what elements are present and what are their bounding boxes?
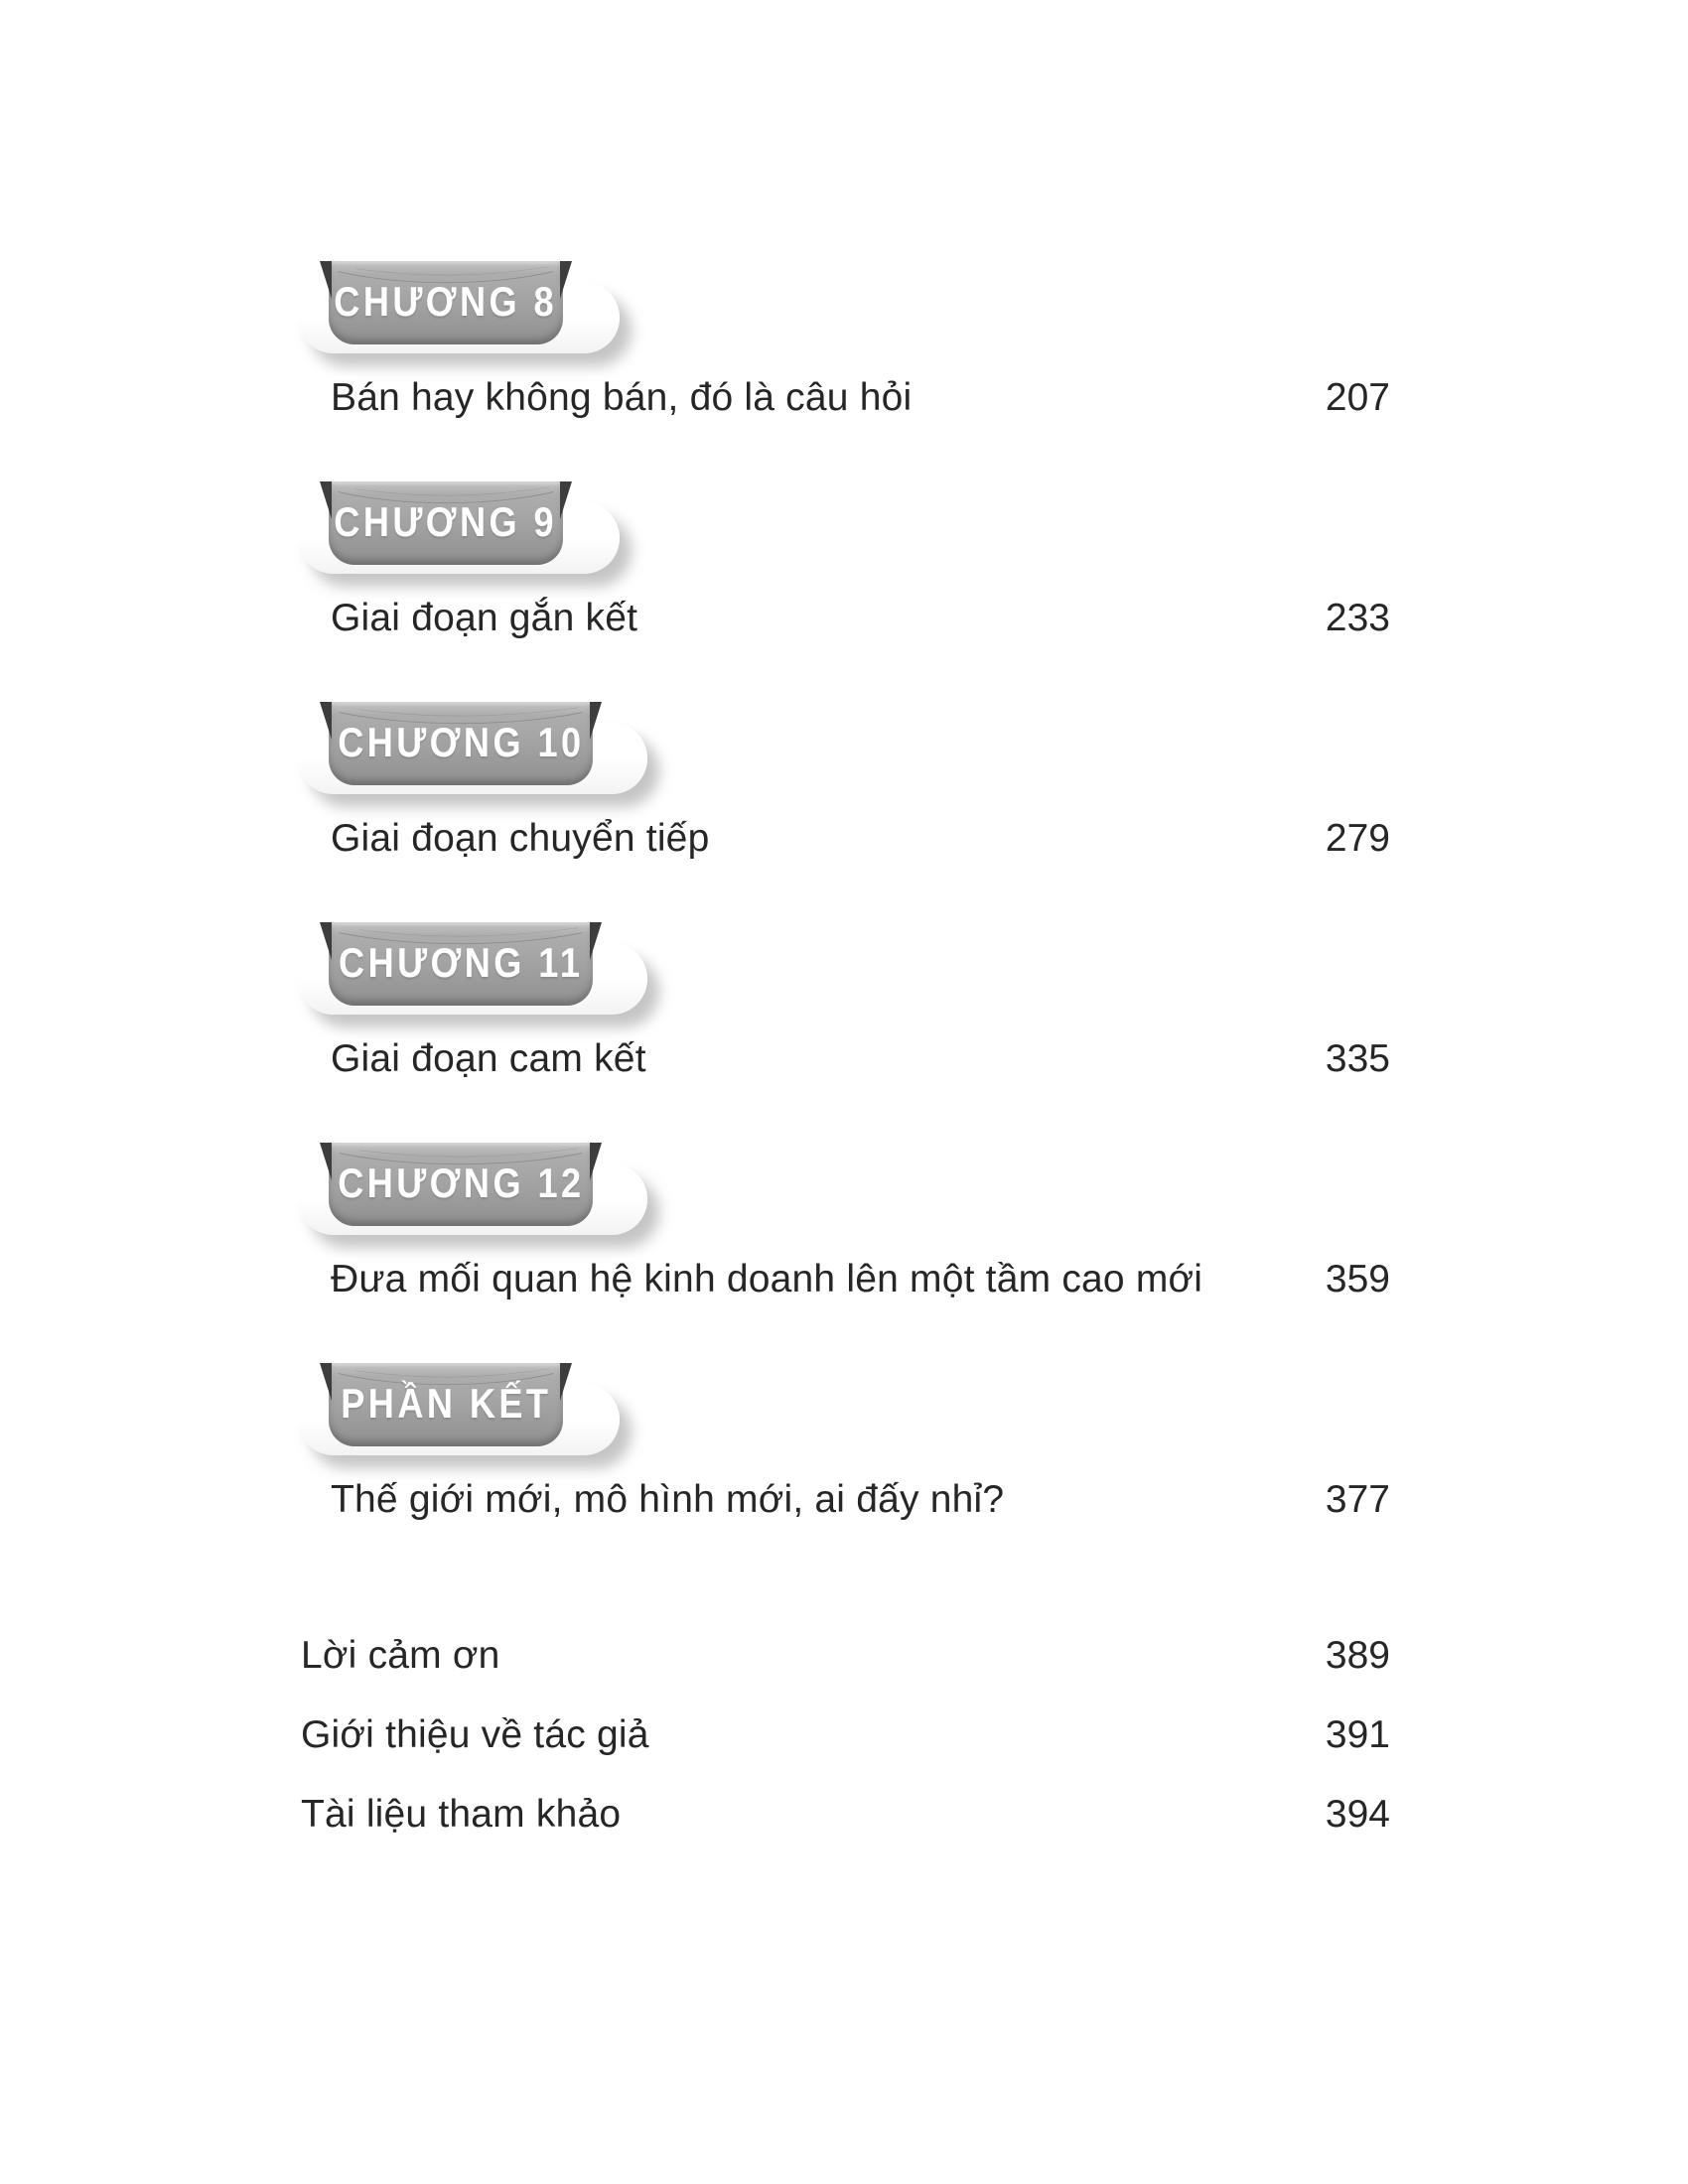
toc-entry — [331, 1477, 1390, 1524]
chapter-badge-label: PHẦN KẾT — [340, 1380, 552, 1427]
chapter-ribbon — [329, 481, 563, 565]
chapter-badge — [298, 481, 715, 591]
chapter-badge — [298, 702, 715, 811]
toc-entry-title: Bán hay không bán, đó là câu hỏi — [331, 376, 913, 419]
chapter-badge-label: CHƯƠNG 8 — [334, 278, 558, 325]
toc-entry-title: Lời cảm ơn — [301, 1634, 500, 1677]
toc-entry — [301, 1712, 1390, 1759]
toc-entry-page-number: 391 — [1325, 1713, 1390, 1756]
toc-entry — [331, 816, 1390, 863]
chapter-badge — [298, 261, 715, 370]
chapter-badge — [298, 1143, 715, 1252]
toc-entry — [331, 1036, 1390, 1083]
chapter-ribbon — [329, 1143, 593, 1226]
toc-entry — [331, 596, 1390, 642]
toc-entry-page-number: 233 — [1325, 597, 1390, 639]
toc-entry-title: Thế giới mới, mô hình mới, ai đấy nhỉ? — [331, 1478, 1005, 1521]
toc-entry-title: Đưa mối quan hệ kinh doanh lên một tầm cao mới — [331, 1258, 1203, 1300]
chapter-badge-label: CHƯƠNG 12 — [337, 1160, 585, 1206]
toc-entry-page-number: 377 — [1325, 1478, 1390, 1521]
chapter-ribbon — [329, 922, 593, 1006]
toc-entry-title: Giới thiệu về tác giả — [301, 1713, 649, 1756]
toc-entry-title: Giai đoạn chuyển tiếp — [331, 817, 710, 860]
toc-entry-title: Giai đoạn gắn kết — [331, 597, 638, 639]
toc-entry — [301, 1792, 1390, 1839]
chapter-badge-label: CHƯƠNG 11 — [338, 939, 584, 986]
toc-entry-page-number: 359 — [1325, 1258, 1390, 1300]
toc-entry-page-number: 207 — [1325, 376, 1390, 419]
chapter-badge-label: CHƯƠNG 9 — [334, 498, 558, 545]
chapter-ribbon — [329, 1363, 563, 1446]
toc-entry — [301, 1633, 1390, 1680]
toc-entry — [331, 1257, 1390, 1303]
chapter-ribbon — [329, 261, 563, 344]
toc-entry-page-number: 389 — [1325, 1634, 1390, 1677]
toc-entry — [331, 375, 1390, 422]
toc-entry-title: Tài liệu tham khảo — [301, 1793, 622, 1836]
chapter-ribbon — [329, 702, 593, 785]
toc-entry-title: Giai đoạn cam kết — [331, 1037, 646, 1080]
chapter-badge — [298, 1363, 715, 1472]
toc-entry-page-number: 394 — [1325, 1793, 1390, 1836]
chapter-badge-label: CHƯƠNG 10 — [337, 719, 585, 765]
toc-entry-page-number: 279 — [1325, 817, 1390, 860]
chapter-badge — [298, 922, 715, 1031]
toc-entry-page-number: 335 — [1325, 1037, 1390, 1080]
